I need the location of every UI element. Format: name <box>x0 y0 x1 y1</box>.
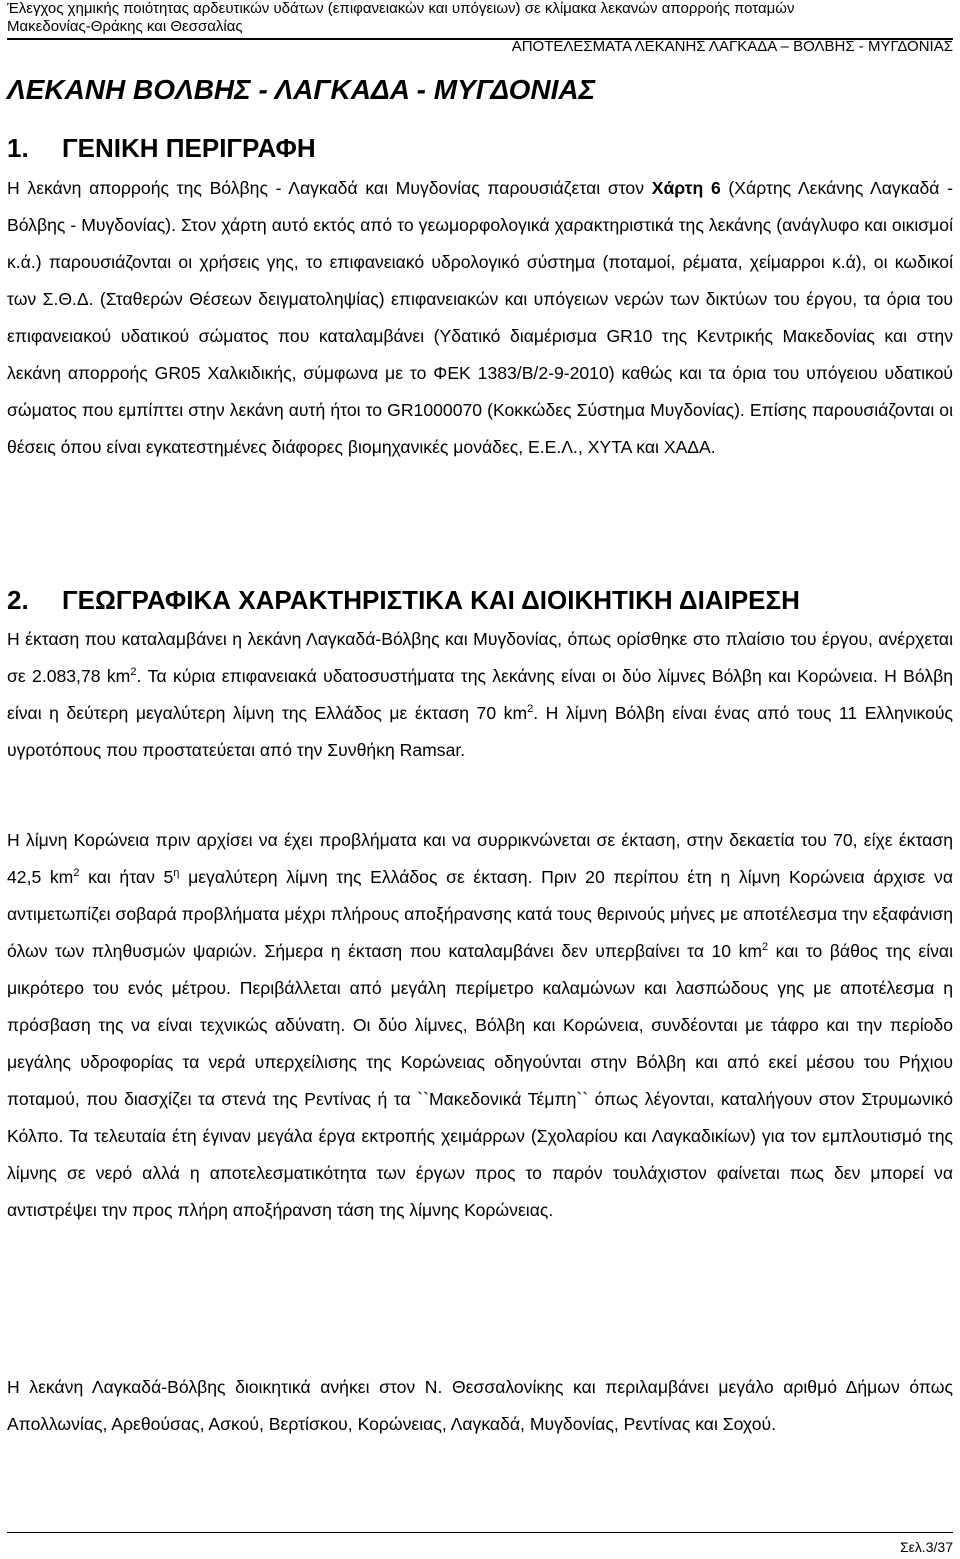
text-run: . Η λίμνη Βόλβη είναι ένας από τους 11 Ελληνικούς υγροτόπους που προστατεύεται από την Συνθήκη Ramsar. <box>7 703 953 760</box>
header-line-2: Μακεδονίας-Θράκης και Θεσσαλίας <box>7 18 243 35</box>
superscript: 2 <box>73 867 80 879</box>
text-run: μεγαλύτερη λίμνη της Ελλάδος σε έκταση. Πριν 20 περίπου έτη η λίμνη Κορώνεια άρχισε να αντιμετωπίζει σοβαρά προβλήματα μέχρι πλήρους αποξήρανσης κατά τους θερινούς μήνες με αποτέλεσμα την εξαφάνιση όλων των πληθυσμών ψαριών. Σήμερα η έκταση που καταλαμβάνει δεν υπερβαίνει τα 10 km <box>7 867 953 961</box>
page-number: Σελ.3/37 <box>899 1539 953 1555</box>
header-line-1: Έλεγχος χημικής ποιότητας αρδευτικών υδάτων (επιφανειακών και υπόγειων) σε κλίμακα λεκανών απορροής ποταμών <box>7 0 795 17</box>
superscript: 2 <box>527 703 534 715</box>
section-2-number: 2. <box>7 585 29 615</box>
chapter-title: ΛΕΚΑΝΗ ΒΟΛΒΗΣ - ΛΑΓΚΑΔΑ - ΜΥΓΔΟΝΙΑΣ <box>7 74 596 105</box>
section-1-heading <box>7 132 316 164</box>
section-2-heading <box>7 584 800 616</box>
footer-divider <box>7 1532 953 1533</box>
section-2-paragraph-1 <box>7 621 953 769</box>
header-section-label: ΑΠΟΤΕΛΕΣΜΑΤΑ ΛΕΚΑΝΗΣ ΛΑΓΚΑΔΑ – ΒΟΛΒΗΣ - ΜΥΓΔΟΝΙΑΣ <box>511 38 953 55</box>
section-2-paragraph-2 <box>7 822 953 1229</box>
text-run: . Τα κύρια επιφανειακά υδατοσυστήματα της λεκάνης είναι οι δύο λίμνες Βόλβη και Κορώνεια. Η Βόλβη είναι η δεύτερη μεγαλύτερη λίμνη της Ελλάδος με έκταση 70 km <box>7 666 954 723</box>
map-reference: Χάρτη 6 <box>651 178 721 198</box>
text-run: Η λίμνη Κορώνεια πριν αρχίσει να έχει προβλήματα και να συρρικνώνεται σε έκταση, στην δεκαετία του 70, είχε έκταση 42,5 km <box>7 830 953 887</box>
text-run: Η λεκάνη απορροής της Βόλβης - Λαγκαδά και Μυγδονίας παρουσιάζεται στον <box>7 178 652 198</box>
text-run: Η έκταση που καταλαμβάνει η λεκάνη Λαγκαδά-Βόλβης και Μυγδονίας, όπως ορίσθηκε στο πλαίσιο του έργου, ανέρχεται σε 2.083,78 km <box>7 629 953 686</box>
superscript: η <box>173 867 180 879</box>
section-2-title: ΓΕΩΓΡΑΦΙΚΑ ΧΑΡΑΚΤΗΡΙΣΤΙΚΑ ΚΑΙ ΔΙΟΙΚΗΤΙΚΗ ΔΙΑΙΡΕΣΗ <box>62 585 800 615</box>
superscript: 2 <box>130 666 137 678</box>
text-run: Η λεκάνη Λαγκαδά-Βόλβης διοικητικά ανήκει στον Ν. Θεσσαλονίκης και περιλαμβάνει μεγάλο αριθμό Δήμων όπως Απολλωνίας, Αρεθούσας, Ασκού, Βερτίσκου, Κορώνειας, Λαγκαδά, Μυγδονίας, Ρεντίνας και Σοχού. <box>7 1377 953 1434</box>
text-run: (Χάρτης Λεκάνης Λαγκαδά - Βόλβης - Μυγδονίας). Στον χάρτη αυτό εκτός από το γεωμορφολογικά χαρακτηριστικά της λεκάνης (ανάγλυφο και οικισμοί κ.ά.) παρουσιάζονται οι χρήσεις γης, το επιφανειακό υδρολογικό σύστημα (ποταμοί, ρέματα, χείμαρροι κ.ά), οι κωδικοί των Σ.Θ.Δ. (Σταθερών Θέσεων δειγματοληψίας) επιφανειακών και υπόγειων νερών των δικτύων του έργου, τα όρια του επιφανειακού υδατικού σώματος που καταλαμβάνει (Υδατικό διαμέρισμα GR10 της Κεντρικής Μακεδονίας και στην λεκάνη απορροής GR05 Χαλκιδικής, σύμφωνα με το ΦΕΚ 1383/Β/2-9-2010) καθώς και τα όρια του υπόγειου υδατικού σώματος που εμπίπτει στην λεκάνη αυτή ήτοι το GR1000070 (Κοκκώδες Σύστημα Μυγδονίας). Επίσης παρουσιάζονται οι θέσεις όπου είναι εγκατεστημένες διάφορες βιομηχανικές μονάδες, Ε.Ε.Λ., ΧΥΤΑ και ΧΑΔΑ. <box>7 178 954 457</box>
section-1-title: ΓΕΝΙΚΗ ΠΕΡΙΓΡΑΦΗ <box>62 133 316 163</box>
text-run: και το βάθος της είναι μικρότερο του ενός μέτρου. Περιβάλλεται από μεγάλη περίμετρο καλαμώνων και λασπώδους γης με αποτέλεσμα η πρόσβαση της να είναι τεχνικώς αδύνατη. Οι δύο λίμνες, Βόλβη και Κορώνεια, συνδέονται με τάφρο και την περίοδο μεγάλης υδροφορίας τα νερά υπερχείλισης της Κορώνειας οδηγούνται στην Βόλβη και από εκεί μέσου του Ρήχιου ποταμού, που διασχίζει τα στενά της Ρεντίνας ή τα ``Μακεδονικά Τέμπη`` όπως λέγονται, καταλήγουν στον Στρυμωνικό Κόλπο. Τα τελευταία έτη έγιναν μεγάλα έργα εκτροπής χειμάρρων (Σχολαρίου και Λαγκαδικίων) για τον εμπλουτισμό της λίμνης σε νερό αλλά η αποτελεσματικότητα των έργων προς το παρόν τουλάχιστον φαίνεται πως δεν μπορεί να αντιστρέψει την προς πλήρη αποξήρανση τάση της λίμνης Κορώνειας. <box>7 941 953 1220</box>
section-2-paragraph-3 <box>7 1369 953 1443</box>
text-run: και ήταν 5 <box>79 867 174 887</box>
section-1-number: 1. <box>7 133 29 163</box>
superscript: 2 <box>762 941 769 953</box>
running-header <box>7 0 953 36</box>
section-1-paragraph <box>7 170 953 466</box>
